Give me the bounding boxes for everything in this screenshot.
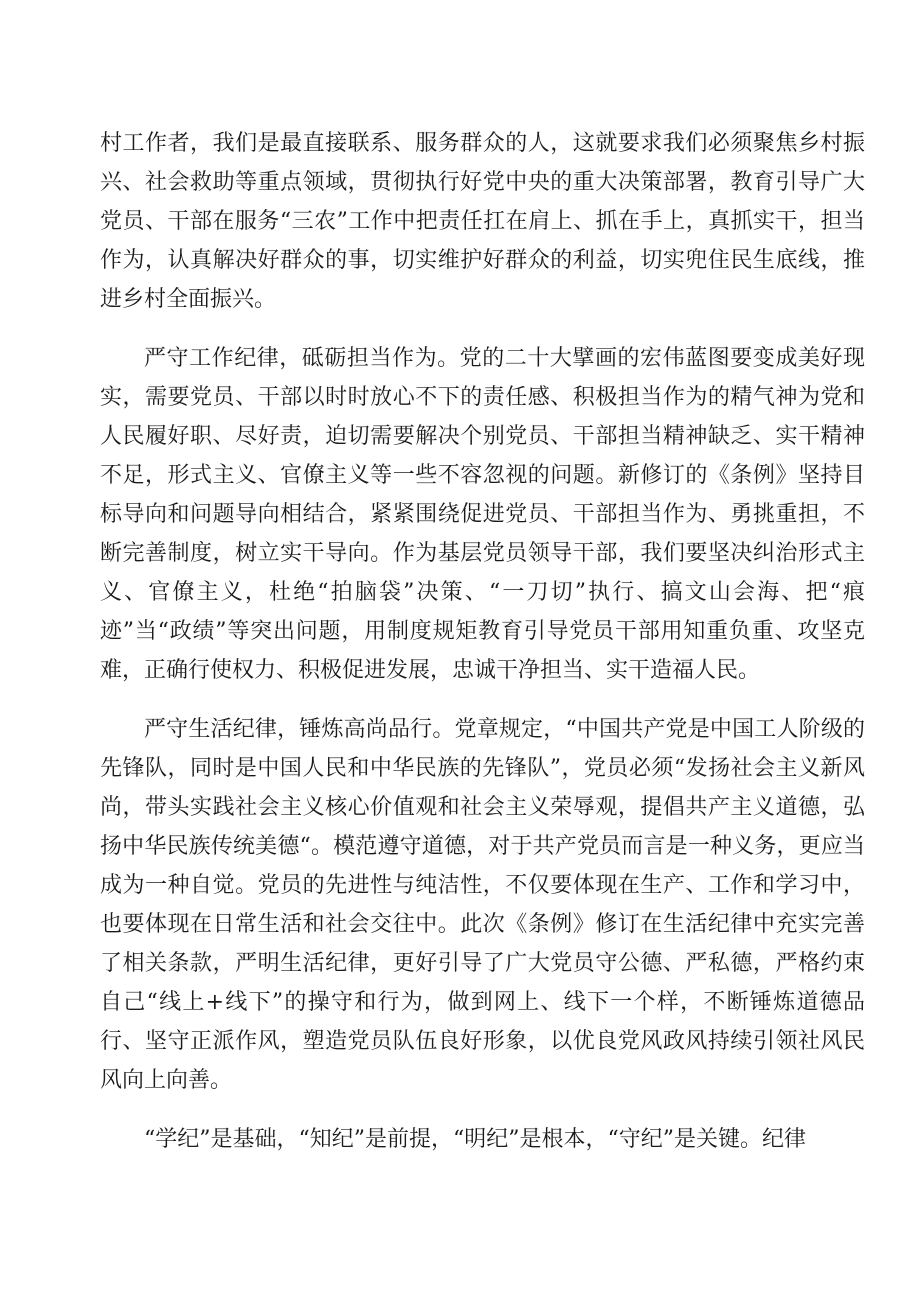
paragraph-life-discipline: 严守生活纪律，锤炼高尚品行。党章规定，“中国共产党是中国工人阶级的先锋队，同时是中国人民和中华民族的先锋队”，党员必须“发扬社会主义新风尚，带头实践社会主义核心价值观和社会主义荣辱观，提倡共产主义道德，弘扬中华民族传统美德“。模范遵守道德，对于共产党员而言是一种义务，更应当成为一种自觉。党员的先进性与纯洁性，不仅要体现在生产、工作和学习中，也要体现在日常生活和社会交往中。此次《条例》修订在生活纪律中充实完善了相关条款，严明生活纪律，更好引导了广大党员守公德、严私德，严格约束自己“线上+线下”的操守和行为，做到网上、线下一个样，不断锤炼道德品行、坚守正派作风，塑造党员队伍良好形象，以优良党风政风持续引领社风民风向上向善。 <box>100 717 865 1093</box>
paragraph-learn-discipline: “学纪”是基础，“知纪”是前提，“明纪”是根本，“守纪”是关键。纪律 <box>144 1127 806 1152</box>
paragraph-work-discipline: 严守工作纪律，砥砺担当作为。党的二十大擘画的宏伟蓝图要变成美好现实，需要党员、干部以时时放心不下的责任感、积极担当作为的精气神为党和人民履好职、尽好责，迫切需要解决个别党员、干部担当精神缺乏、实干精神不足，形式主义、官僚主义等一些不容忽视的问题。新修订的《条例》坚持目标导向和问题导向相结合，紧紧围绕促进党员、干部担当作为、勇挑重担，不断完善制度，树立实干导向。作为基层党员领导干部，我们要坚决纠治形式主义、官僚主义，杜绝“拍脑袋”决策、“一刀切”执行、搞文山会海、把“痕迹”当“政绩”等突出问题，用制度规矩教育引导党员干部用知重负重、攻坚克难，正确行使权力、积极促进发展，忠诚干净担当、实干造福人民。 <box>100 346 865 683</box>
paragraph-1-continuation: 村工作者，我们是最直接联系、服务群众的人，这就要求我们必须聚焦乡村振兴、社会救助等重点领域，贯彻执行好党中央的重大决策部署，教育引导广大党员、干部在服务“三农”工作中把责任扛在肩上、抓在手上，真抓实干，担当作为，认真解决好群众的事，切实维护好群众的利益，切实兜住民生底线，推进乡村全面振兴。 <box>100 131 865 312</box>
body-text <box>100 124 865 1159</box>
